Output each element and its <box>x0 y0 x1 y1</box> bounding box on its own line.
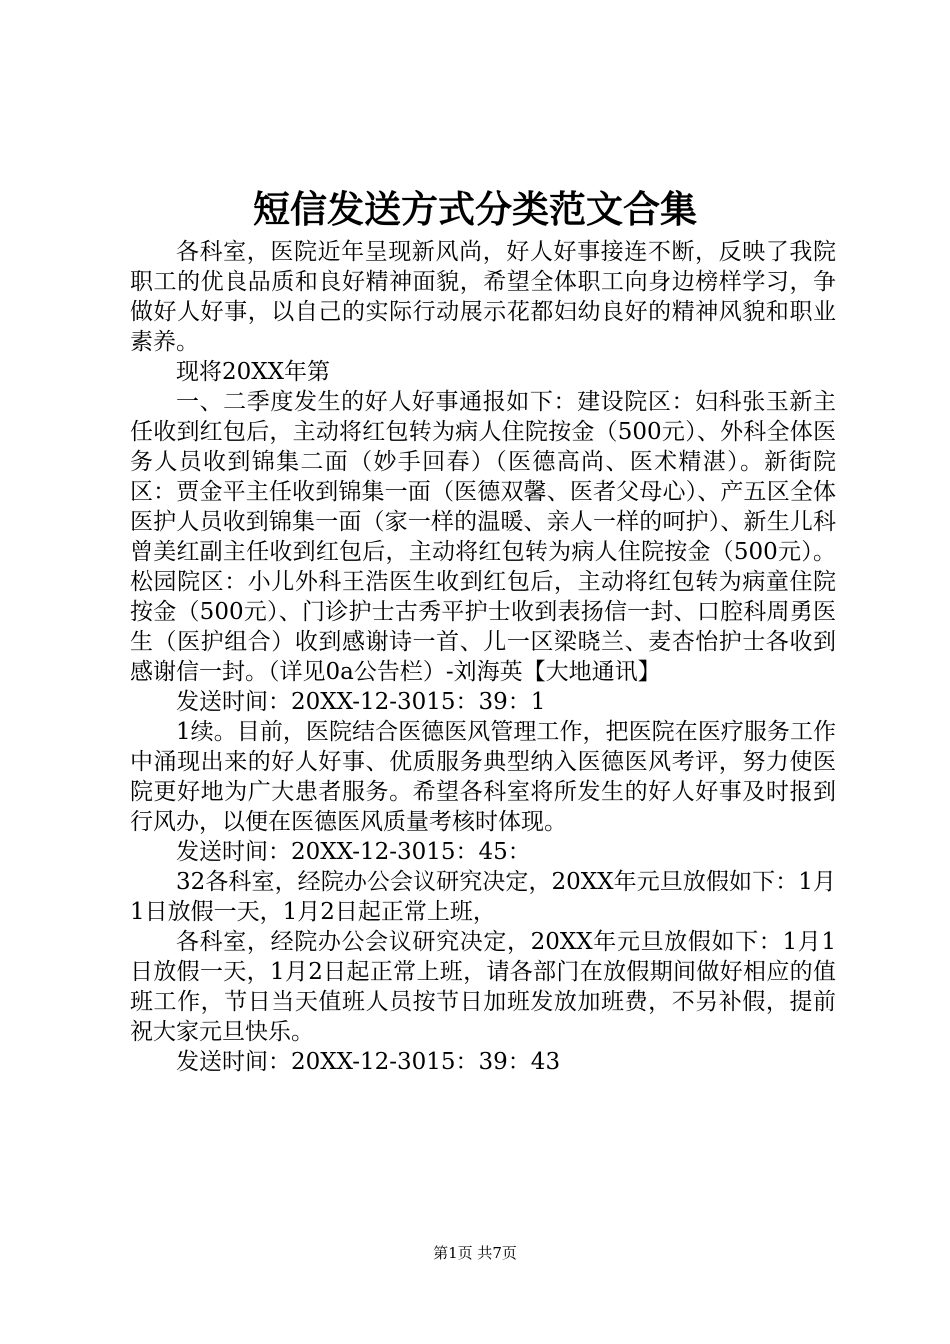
paragraph-notice-lead: 现将20XX年第 <box>176 359 331 385</box>
paragraph-continued: 1续。目前，医院结合医德医风管理工作，把医院在医疗服务工作中涌现出来的好人好事、优质服务典型纳入医德医风考评，努力使医院更好地为广大患者服务。希望各科室将所发生的好人好事及时报到行风办，以便在医德医风质量考核时体现。 <box>130 719 836 835</box>
paragraph-intro: 各科室，医院近年呈现新风尚，好人好事接连不断，反映了我院职工的优良品质和良好精神面貌，希望全体职工向身边榜样学习，争做好人好事，以自己的实际行动展示花都妇幼良好的精神风貌和职业素养。 <box>130 239 836 355</box>
document-body <box>130 237 836 1077</box>
send-time-2: 发送时间：20XX-12-3015：45： <box>176 839 531 865</box>
send-time-1: 发送时间：20XX-12-3015：39：1 <box>176 689 546 715</box>
paragraph-holiday-short: 32各科室，经院办公会议研究决定，20XX年元旦放假如下：1月1日放假一天，1月2日起正常上班， <box>130 869 836 925</box>
send-time-3: 发送时间：20XX-12-3015：39：43 <box>176 1049 561 1075</box>
document-title: 短信发送方式分类范文合集 <box>253 187 697 231</box>
paragraph-good-deeds-report: 一、二季度发生的好人好事通报如下：建设院区：妇科张玉新主任收到红包后，主动将红包转为病人住院按金（500元）、外科全体医务人员收到锦集二面（妙手回春）（医德高尚、医术精湛）。新街院区：贾金平主任收到锦集一面（医德双馨、医者父母心）、产五区全体医护人员收到锦集一面（家一样的温暖、亲人一样的呵护）、新生儿科曾美红副主任收到红包后，主动将红包转为病人住院按金（500元）。松园院区：小儿外科王浩医生收到红包后，主动将红包转为病童住院按金（500元）、门诊护士古秀平护士收到表扬信一封、口腔科周勇医生（医护组合）收到感谢诗一首、儿一区梁晓兰、麦杏怡护士各收到感谢信一封。（详见0a公告栏）-刘海英【大地通讯】 <box>130 389 836 685</box>
paragraph-holiday-full: 各科室，经院办公会议研究决定，20XX年元旦放假如下：1月1日放假一天，1月2日起正常上班，请各部门在放假期间做好相应的值班工作，节日当天值班人员按节日加班发放加班费，不另补假，提前祝大家元旦快乐。 <box>130 929 836 1045</box>
page-footer: 第1页 共7页 <box>433 1244 517 1262</box>
